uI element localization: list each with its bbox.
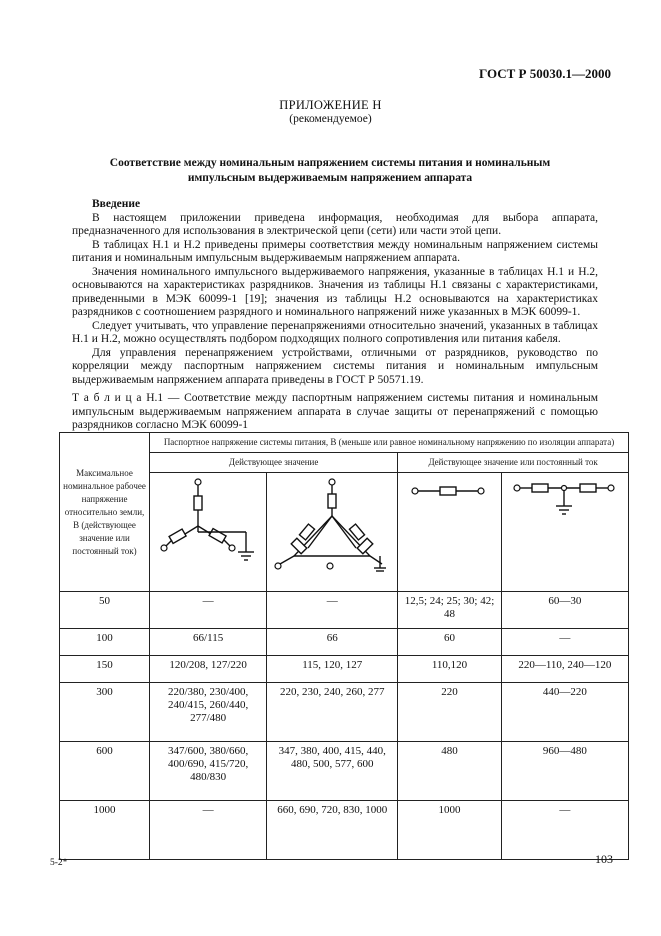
- cell-single-phase: 110,120: [398, 656, 502, 683]
- cell-split-phase: —: [501, 629, 628, 656]
- intro-paragraph: В таблицах Н.1 и Н.2 приведены примеры соответствия между номинальным напряжением системы питания и номинальным импульсным выдерживаемым напряжением аппарата.: [72, 238, 598, 264]
- intro-paragraph: Для управления перенапряжением устройствами, отличными от разрядников, руководство по корреляции между паспортным напряжением системы питания и номинальным импульсным выдерживаемым напряжением аппарата приведены в ГОСТ Р 50571.19.: [72, 346, 598, 386]
- cell-star: 120/208, 127/220: [150, 656, 267, 683]
- intro-paragraph: Значения номинального импульсного выдерживаемого напряжения, указанные в таблицах Н.1 и Н.2, основываются на характеристиках разрядников. Значения из таблицы Н.1 связаны с характеристиками, приведенными в МЭК 60099-1 [19]; значения из таблицы Н.2 основываются на характеристиках разрядников с соотношением разрядного и номинального напряжений ниже указанных в МЭК 60099-1.: [72, 265, 598, 318]
- cell-single-phase: 480: [398, 742, 502, 801]
- cell-single-phase: 1000: [398, 801, 502, 860]
- table-row: [60, 742, 629, 801]
- diagram-single-phase: [398, 473, 502, 592]
- intro-paragraph: Следует учитывать, что управление перенапряжениями относительно значений, указанных в таблицах Н.1 и Н.2, можно осуществлять подбором подходящих полного сопротивления или питания кабеля.: [72, 319, 598, 345]
- group-header-supply-voltage: Паспортное напряжение системы питания, В (меньше или равное номинальному напряжению по изоляции аппарата): [150, 433, 629, 453]
- appendix-subtitle: (рекомендуемое): [289, 113, 372, 125]
- cell-max-voltage: 50: [60, 592, 150, 629]
- cell-delta: 66: [267, 629, 398, 656]
- intro-paragraph: В настоящем приложении приведена информация, необходимая для выбора аппарата, предназначенного для использования в электрической цепи (сети) или части этой цепи.: [72, 211, 598, 237]
- cell-star: —: [150, 592, 267, 629]
- cell-delta: 115, 120, 127: [267, 656, 398, 683]
- cell-delta: 347, 380, 400, 415, 440, 480, 500, 577, 600: [267, 742, 398, 801]
- cell-single-phase: 60: [398, 629, 502, 656]
- cell-split-phase: 60—30: [501, 592, 628, 629]
- diagram-split-phase-grounded: [501, 473, 628, 592]
- cell-max-voltage: 1000: [60, 801, 150, 860]
- cell-star: 220/380, 230/400, 240/415, 260/440, 277/480: [150, 683, 267, 742]
- cell-split-phase: —: [501, 801, 628, 860]
- intro-section: [72, 198, 598, 387]
- standard-number: ГОСТ Р 50030.1—2000: [479, 66, 611, 81]
- appendix-title: ПРИЛОЖЕНИЕ Н: [279, 98, 382, 112]
- table-row: [60, 683, 629, 742]
- cell-single-phase: 12,5; 24; 25; 30; 42; 48: [398, 592, 502, 629]
- col-header-max-voltage: Максимальное номинальное рабочее напряжение относительно земли, В (действующее значение или постоянный ток): [60, 433, 150, 592]
- cell-split-phase: 220—110, 240—120: [501, 656, 628, 683]
- sub-header-ac-dc: Действующее значение или постоянный ток: [398, 453, 629, 473]
- table-caption: Т а б л и ц а Н.1 — Соответствие между паспортным напряжением системы питания и номинальным импульсным выдерживаемым напряжением аппарата в случае защиты от перенапряжений с помощью разрядников согласно МЭК 60099-1: [72, 392, 598, 431]
- cell-star: —: [150, 801, 267, 860]
- page-number: 103: [595, 852, 613, 866]
- cell-max-voltage: 100: [60, 629, 150, 656]
- cell-max-voltage: 600: [60, 742, 150, 801]
- cell-delta: —: [267, 592, 398, 629]
- section-title: Соответствие между номинальным напряжением системы питания и номинальным импульсным выдерживаемым напряжением аппарата: [109, 157, 551, 184]
- cell-max-voltage: 300: [60, 683, 150, 742]
- cell-star: 347/600, 380/660, 400/690, 415/720, 480/830: [150, 742, 267, 801]
- table-row: [60, 592, 629, 629]
- single-phase-diagram: [404, 476, 494, 506]
- cell-star: 66/115: [150, 629, 267, 656]
- sub-header-ac: Действующее значение: [150, 453, 398, 473]
- table-row: [60, 801, 629, 860]
- diagram-star-grounded: [150, 473, 267, 592]
- cell-split-phase: 440—220: [501, 683, 628, 742]
- cell-single-phase: 220: [398, 683, 502, 742]
- cell-delta: 660, 690, 720, 830, 1000: [267, 801, 398, 860]
- footer-sheet-mark: 5-2*: [50, 858, 68, 868]
- three-phase-delta-diagram: [270, 476, 394, 576]
- intro-heading: Введение: [92, 198, 141, 210]
- voltage-table: [59, 432, 629, 860]
- diagram-delta-grounded: [267, 473, 398, 592]
- split-phase-diagram: [510, 476, 620, 526]
- table-row: [60, 656, 629, 683]
- cell-split-phase: 960—480: [501, 742, 628, 801]
- table-row: [60, 629, 629, 656]
- cell-delta: 220, 230, 240, 260, 277: [267, 683, 398, 742]
- three-phase-star-diagram: [158, 476, 258, 576]
- cell-max-voltage: 150: [60, 656, 150, 683]
